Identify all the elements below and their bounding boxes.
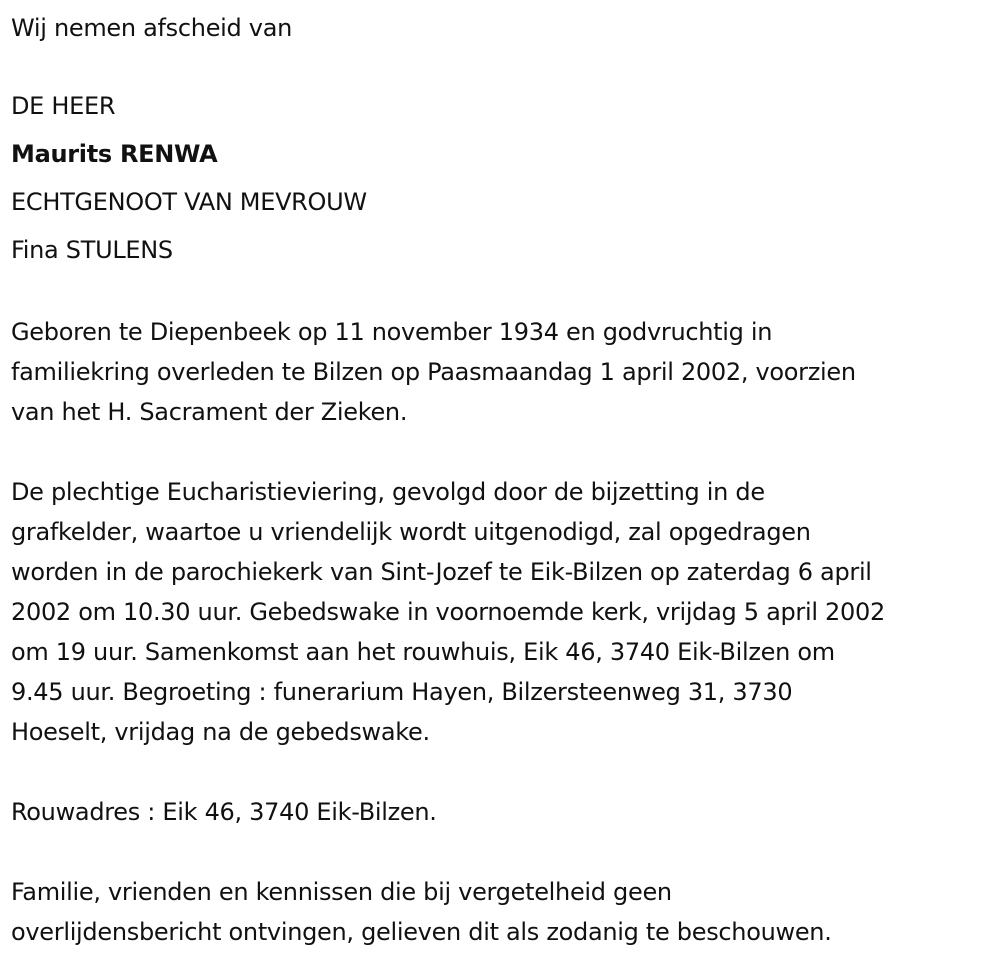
- paragraph-line: familiekring overleden te Bilzen op Paasmaandag 1 april 2002, voorzien: [11, 358, 856, 386]
- intro-text: Wij nemen afscheid van: [11, 14, 293, 42]
- obituary-notice: [11, 4, 993, 952]
- ceremony-paragraph: [11, 472, 993, 752]
- paragraph-line: Hoeselt, vrijdag na de gebedswake.: [11, 718, 430, 746]
- paragraph-line: van het H. Sacrament der Zieken.: [11, 398, 408, 426]
- deceased-name: Maurits RENWA: [11, 140, 218, 168]
- honorific-title: DE HEER: [11, 92, 116, 120]
- spacer: [11, 52, 993, 82]
- mourning-address: Rouwadres : Eik 46, 3740 Eik-Bilzen.: [11, 798, 437, 826]
- spouse-name: Fina STULENS: [11, 236, 173, 264]
- paragraph-line: 2002 om 10.30 uur. Gebedswake in voornoemde kerk, vrijdag 5 april 2002: [11, 598, 885, 626]
- closing-paragraph: [11, 872, 993, 952]
- spacer: [11, 832, 993, 872]
- birth-death-paragraph: [11, 312, 993, 432]
- spacer: [11, 432, 993, 472]
- paragraph-line: overlijdensbericht ontvingen, gelieven dit als zodanig te beschouwen.: [11, 918, 832, 946]
- relation-text: ECHTGENOOT VAN MEVROUW: [11, 188, 367, 216]
- paragraph-line: 9.45 uur. Begroeting : funerarium Hayen, Bilzersteenweg 31, 3730: [11, 678, 793, 706]
- paragraph-line: om 19 uur. Samenkomst aan het rouwhuis, Eik 46, 3740 Eik-Bilzen om: [11, 638, 835, 666]
- paragraph-line: worden in de parochiekerk van Sint-Jozef te Eik-Bilzen op zaterdag 6 april: [11, 558, 872, 586]
- paragraph-line: Familie, vrienden en kennissen die bij vergetelheid geen: [11, 878, 672, 906]
- paragraph-line: De plechtige Eucharistieviering, gevolgd door de bijzetting in de: [11, 478, 765, 506]
- paragraph-line: Geboren te Diepenbeek op 11 november 1934 en godvruchtig in: [11, 318, 773, 346]
- paragraph-line: grafkelder, waartoe u vriendelijk wordt uitgenodigd, zal opgedragen: [11, 518, 811, 546]
- spacer: [11, 752, 993, 792]
- spacer: [11, 274, 993, 312]
